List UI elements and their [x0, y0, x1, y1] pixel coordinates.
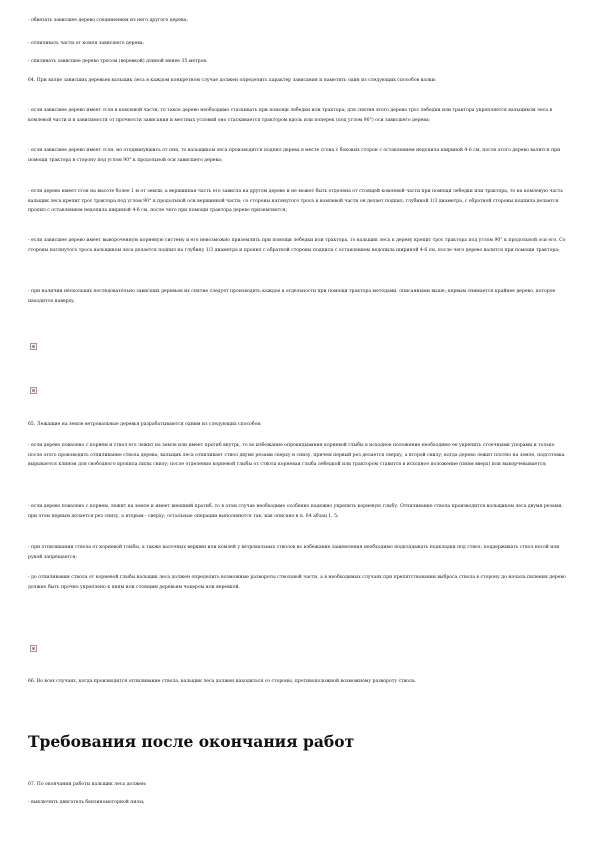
paragraph: - если дерево повалено с корнем, лежит на земле и имеет внешний прогиб, то в этом случае необходимо особенно надежно укрепить корневую глыбу. Отпиливание ствола производится вальщиком леса двумя резами, при этом первым делается рез снизу, а вторым - сверху; остальные операции выполняются так, как описано в п. 64 абзац 1, 5; — [28, 504, 563, 519]
paragraph: - если зависшее дерево имеет сгон в комлевой части, то такое дерево необходимо стаскивать при помощи лебедки или трактора; для снятия этого дерева трос лебедки или трактора укрепляется вальщиком леса в комлевой части и в зависимости от прочности зависания и местных условий оно стаскивается трактором вдоль или поперек (под углом 90°) оси зависшего дерева; — [28, 108, 553, 123]
paragraph: - если дерево имеет сгон на высоте более 1 м от земли, а вершинная часть его зависла на другом дереве и не может быть отделена от стоящей комлевой части при помощи лебедки или трактора, то на комлевую часть вальщик леса крепит трос трактора под углом 90° к продольной оси вершинной части; со стороны натянутого троса в комлевой части он делает подпил, глубиной 1/3 диаметра, с обратной стороны подпила делается пропил с оставлением недопила шириной 4-6 см, после чего при помощи трактора дерево приземляется; — [28, 189, 563, 214]
paragraph: 66. Во всех случаях, когда производится отпиливание ствола, вальщик леса должен находиться со стороны, противоположной возможному развороту ствола. — [28, 679, 417, 684]
paragraph: - до отпиливания ствола от корневой глыбы вальщик леса должен определить возможные развороты стволовой части, а в необходимых случаях при препятствовании выброса ствола в сторону до начала пиления дерево должно быть прочно укреплено к пням или стоящим деревьям чокером или веревкой. — [28, 575, 566, 590]
paragraph: 65. Лежащие на земле ветровальные деревья разрабатываются одним из следующих способов: — [28, 422, 262, 427]
section-heading: Требования после окончания работ — [28, 732, 355, 751]
paragraph: 67. По окончании работы вальщик леса должен: — [28, 782, 147, 787]
broken-image-icon — [30, 343, 37, 350]
broken-image-icon — [30, 645, 37, 652]
paragraph: - обвязать зависшее дерево соединением из него другого дерева; — [28, 18, 188, 23]
paragraph: - при отпиливании ствола от корневой глыбы, а также валочных вершин или комлей у ветровальных стволов во избежание защемления необходимо подкладывать подкладки под ствол; поддерживать ствол ногой или рукой запрещается; — [28, 545, 560, 560]
paragraph: - выключить двигатель бензиномоторной пилы; — [28, 800, 145, 805]
paragraph: 64. При валке зависших деревьев вальщик леса в каждом конкретном случае должен определить характер зависания и наметить один из следующих способов валки: — [28, 78, 437, 83]
paragraph: - если дерево повалено с корнем и ствол его лежит на земле или имеет прогиб внутрь, то во избежание опрокидывания корневой глыбы в исходное положение необходимо ее укрепить стоечными упорами и только после этого производить отпиливание ствола дерева; вальщик леса отпиливает ствол двумя резами сверху и снизу, причем первый рез делается сверху, а второй снизу; когда дерево лежит плотно на земле, подготовка вырывается клином для свободного пропила пилы снизу; после отделения корневой глыбы от ствола корневая глыба лебедкой или трактором ставится в исходное положение (пням вверх) или выкорчевывается; — [28, 443, 565, 468]
paragraph: - при наличии нескольких последовательно зависших деревьев их снятие следует производить каждое в отдельности при помощи трактора методами, описанными выше; первым снимается крайнее дерево, которое находится наверху. — [28, 289, 556, 304]
broken-image-icon — [30, 387, 37, 394]
paragraph: - отпиливать части от комля зависшего дерева; — [28, 41, 145, 46]
paragraph: - если зависшее дерево имеет сгон, но отодвинувшись от пня, то вальщиком леса производится подпил дерева в месте сгона с боковых сторон с оставлением недопила шириной 4-6 см, после этого дерево валится при помощи трактора в сторону под углом 90° к продольной оси зависшего дерева; — [28, 148, 561, 163]
paragraph: - если зависшее дерево имеет вывороченную корневую систему и его невозможно приземлить при помощи лебедки или трактора, то вальщик леса к дереву крепит трос трактора под углом 90° к продольной оси его. Со стороны натянутого троса вальщиком леса делается подпил на глубину 1/3 диаметра и пропил с обратной стороны подпила с оставлением недопила шириной 4-6 см, после чего дерево валится при помощи трактора; — [28, 238, 566, 253]
paragraph: - спиливать зависшее дерево тросом (веревкой) длиной менее 35 метров. — [28, 59, 208, 64]
